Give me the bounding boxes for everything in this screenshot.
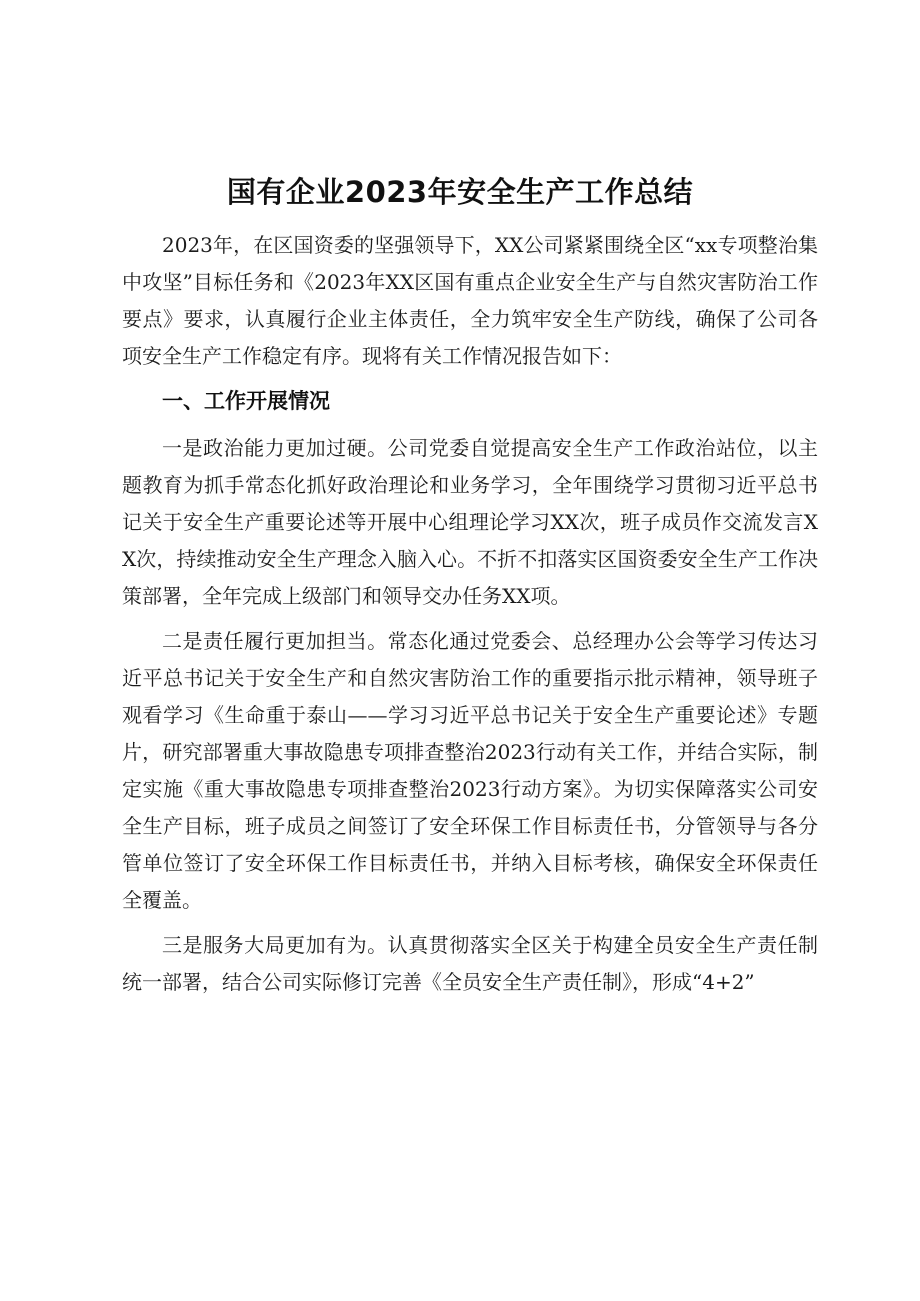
paragraph-serve-overall: 三是服务大局更加有为。认真贯彻落实全区关于构建全员安全生产责任制统一部署，结合公司实际修订完善《全员安全生产责任制》，形成“4+2” [122,933,818,994]
document-title: 国有企业2023年安全生产工作总结 [226,175,694,209]
document-body [122,227,818,1009]
section-heading: 一、工作开展情况 [162,389,330,413]
intro-paragraph: 2023年，在区国资委的坚强领导下，XX公司紧紧围绕全区“xx专项整治集中攻坚”目标任务和《2023年XX区国有重点企业安全生产与自然灾害防治工作要点》要求，认真履行企业主体责任，全力筑牢安全生产防线，确保了公司各项安全生产工作稳定有序。现将有关工作情况报告如下： [122,233,818,368]
paragraph-responsibility: 二是责任履行更加担当。常态化通过党委会、总经理办公会等学习传达习近平总书记关于安全生产和自然灾害防治工作的重要指示批示精神，领导班子观看学习《生命重于泰山——学习习近平总书记关于安全生产重要论述》专题片，研究部署重大事故隐患专项排查整治2023行动有关工作，并结合实际，制定实施《重大事故隐患专项排查整治2023行动方案》。为切实保障落实公司安全生产目标，班子成员之间签订了安全环保工作目标责任书，分管领导与各分管单位签订了安全环保工作目标责任书，并纳入目标考核，确保安全环保责任全覆盖。 [122,629,818,912]
paragraph-political-capacity: 一是政治能力更加过硬。公司党委自觉提高安全生产工作政治站位，以主题教育为抓手常态化抓好政治理论和业务学习，全年围绕学习贯彻习近平总书记关于安全生产重要论述等开展中心组理论学习XX次，班子成员作交流发言XX次，持续推动安全生产理念入脑入心。不折不扣落实区国资委安全生产工作决策部署，全年完成上级部门和领导交办任务XX项。 [122,436,818,608]
